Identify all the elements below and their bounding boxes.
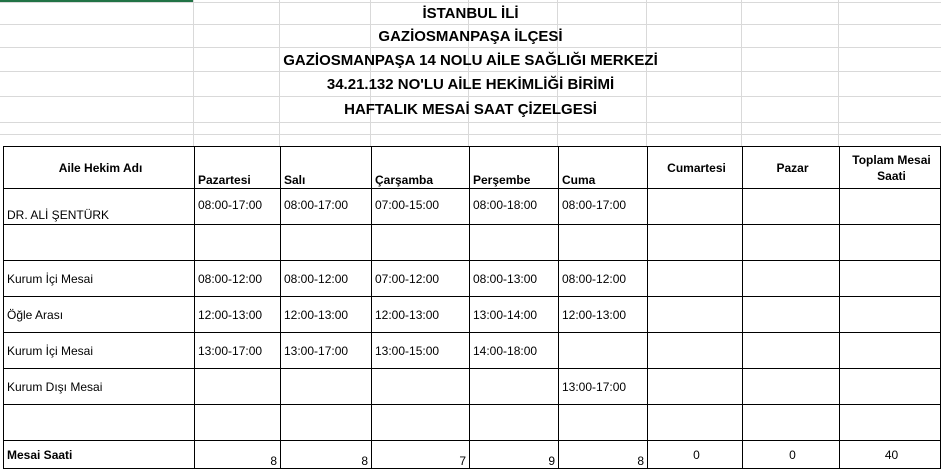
doctor-time-monday[interactable]: 08:00-17:00 xyxy=(195,189,281,225)
time-cell[interactable]: 13:00-17:00 xyxy=(195,333,281,369)
time-cell[interactable] xyxy=(743,333,840,369)
header-saturday[interactable]: Cumartesi xyxy=(648,147,743,189)
header-tuesday[interactable]: Salı xyxy=(281,147,372,189)
blank-cell[interactable] xyxy=(281,405,372,441)
time-cell[interactable]: 08:00-12:00 xyxy=(559,261,648,297)
time-cell[interactable] xyxy=(372,369,470,405)
doctor-time-friday[interactable]: 08:00-17:00 xyxy=(559,189,648,225)
header-thursday[interactable]: Perşembe xyxy=(470,147,559,189)
time-cell[interactable]: 08:00-12:00 xyxy=(281,261,372,297)
schedule-table xyxy=(3,146,941,469)
time-cell[interactable] xyxy=(743,261,840,297)
blank-cell[interactable] xyxy=(648,225,743,261)
blank-cell[interactable] xyxy=(470,405,559,441)
time-cell[interactable] xyxy=(648,261,743,297)
blank-row xyxy=(4,405,941,441)
hours-total[interactable]: 40 xyxy=(840,441,941,469)
time-cell[interactable]: 08:00-13:00 xyxy=(470,261,559,297)
blank-cell[interactable] xyxy=(372,405,470,441)
time-cell[interactable] xyxy=(840,333,941,369)
blank-cell[interactable] xyxy=(195,405,281,441)
time-cell[interactable]: 12:00-13:00 xyxy=(372,297,470,333)
time-cell[interactable]: 12:00-13:00 xyxy=(281,297,372,333)
hours-tuesday[interactable]: 8 xyxy=(281,441,372,469)
doctor-time-wednesday[interactable]: 07:00-15:00 xyxy=(372,189,470,225)
blank-cell[interactable] xyxy=(743,405,840,441)
time-cell[interactable]: 07:00-12:00 xyxy=(372,261,470,297)
time-cell[interactable] xyxy=(743,369,840,405)
row-label[interactable]: Öğle Arası xyxy=(4,297,195,333)
time-cell[interactable] xyxy=(743,297,840,333)
time-cell[interactable] xyxy=(648,297,743,333)
header-doctor-name[interactable]: Aile Hekim Adı xyxy=(4,147,195,189)
doctor-name-cell[interactable]: DR. ALİ ŞENTÜRK xyxy=(4,189,195,225)
time-cell[interactable] xyxy=(840,261,941,297)
doctor-time-saturday[interactable] xyxy=(648,189,743,225)
doctor-time-thursday[interactable]: 08:00-18:00 xyxy=(470,189,559,225)
time-cell[interactable]: 13:00-14:00 xyxy=(470,297,559,333)
blank-cell[interactable] xyxy=(470,225,559,261)
time-cell[interactable] xyxy=(648,369,743,405)
footer-label[interactable]: Mesai Saati xyxy=(4,441,195,469)
header-sunday[interactable]: Pazar xyxy=(743,147,840,189)
blank-cell[interactable] xyxy=(559,405,648,441)
title-unit: 34.21.132 NO'LU AİLE HEKİMLİĞİ BİRİMİ xyxy=(326,76,615,93)
title-health-center: GAZİOSMANPAŞA 14 NOLU AİLE SAĞLIĞI MERKEZİ xyxy=(283,52,658,69)
blank-cell[interactable] xyxy=(281,225,372,261)
time-cell[interactable] xyxy=(840,297,941,333)
blank-cell[interactable] xyxy=(743,225,840,261)
header-row xyxy=(4,147,941,189)
header-friday[interactable]: Cuma xyxy=(559,147,648,189)
table-row xyxy=(4,261,941,297)
time-cell[interactable]: 08:00-12:00 xyxy=(195,261,281,297)
footer-row xyxy=(4,441,941,469)
header-monday[interactable]: Pazartesi xyxy=(195,147,281,189)
blank-cell[interactable] xyxy=(559,225,648,261)
blank-cell[interactable] xyxy=(4,405,195,441)
blank-cell[interactable] xyxy=(4,225,195,261)
doctor-row xyxy=(4,189,941,225)
title-district: GAZİOSMANPAŞA İLÇESİ xyxy=(378,28,563,45)
time-cell[interactable] xyxy=(281,369,372,405)
time-cell[interactable]: 13:00-15:00 xyxy=(372,333,470,369)
hours-saturday[interactable]: 0 xyxy=(648,441,743,469)
header-wednesday[interactable]: Çarşamba xyxy=(372,147,470,189)
doctor-time-sunday[interactable] xyxy=(743,189,840,225)
blank-cell[interactable] xyxy=(195,225,281,261)
time-cell[interactable] xyxy=(840,369,941,405)
table-row xyxy=(4,297,941,333)
time-cell[interactable]: 12:00-13:00 xyxy=(195,297,281,333)
table-row xyxy=(4,369,941,405)
table-row xyxy=(4,333,941,369)
blank-cell[interactable] xyxy=(648,405,743,441)
time-cell[interactable] xyxy=(648,333,743,369)
blank-cell[interactable] xyxy=(840,225,941,261)
doctor-time-total[interactable] xyxy=(840,189,941,225)
time-cell[interactable]: 12:00-13:00 xyxy=(559,297,648,333)
header-total-hours[interactable]: Toplam Mesai Saati xyxy=(840,147,941,189)
title-schedule: HAFTALIK MESAİ SAAT ÇİZELGESİ xyxy=(344,101,597,118)
hours-wednesday[interactable]: 7 xyxy=(372,441,470,469)
time-cell[interactable] xyxy=(195,369,281,405)
row-label[interactable]: Kurum İçi Mesai xyxy=(4,261,195,297)
row-label[interactable]: Kurum Dışı Mesai xyxy=(4,369,195,405)
time-cell[interactable]: 14:00-18:00 xyxy=(470,333,559,369)
hours-sunday[interactable]: 0 xyxy=(743,441,840,469)
time-cell[interactable] xyxy=(559,333,648,369)
row-label[interactable]: Kurum İçi Mesai xyxy=(4,333,195,369)
blank-cell[interactable] xyxy=(372,225,470,261)
time-cell[interactable] xyxy=(470,369,559,405)
title-province: İSTANBUL İLİ xyxy=(422,5,519,22)
hours-friday[interactable]: 8 xyxy=(559,441,648,469)
hours-thursday[interactable]: 9 xyxy=(470,441,559,469)
cell-selection-indicator xyxy=(0,0,193,2)
time-cell[interactable]: 13:00-17:00 xyxy=(559,369,648,405)
blank-cell[interactable] xyxy=(840,405,941,441)
time-cell[interactable]: 13:00-17:00 xyxy=(281,333,372,369)
blank-row xyxy=(4,225,941,261)
doctor-time-tuesday[interactable]: 08:00-17:00 xyxy=(281,189,372,225)
hours-monday[interactable]: 8 xyxy=(195,441,281,469)
